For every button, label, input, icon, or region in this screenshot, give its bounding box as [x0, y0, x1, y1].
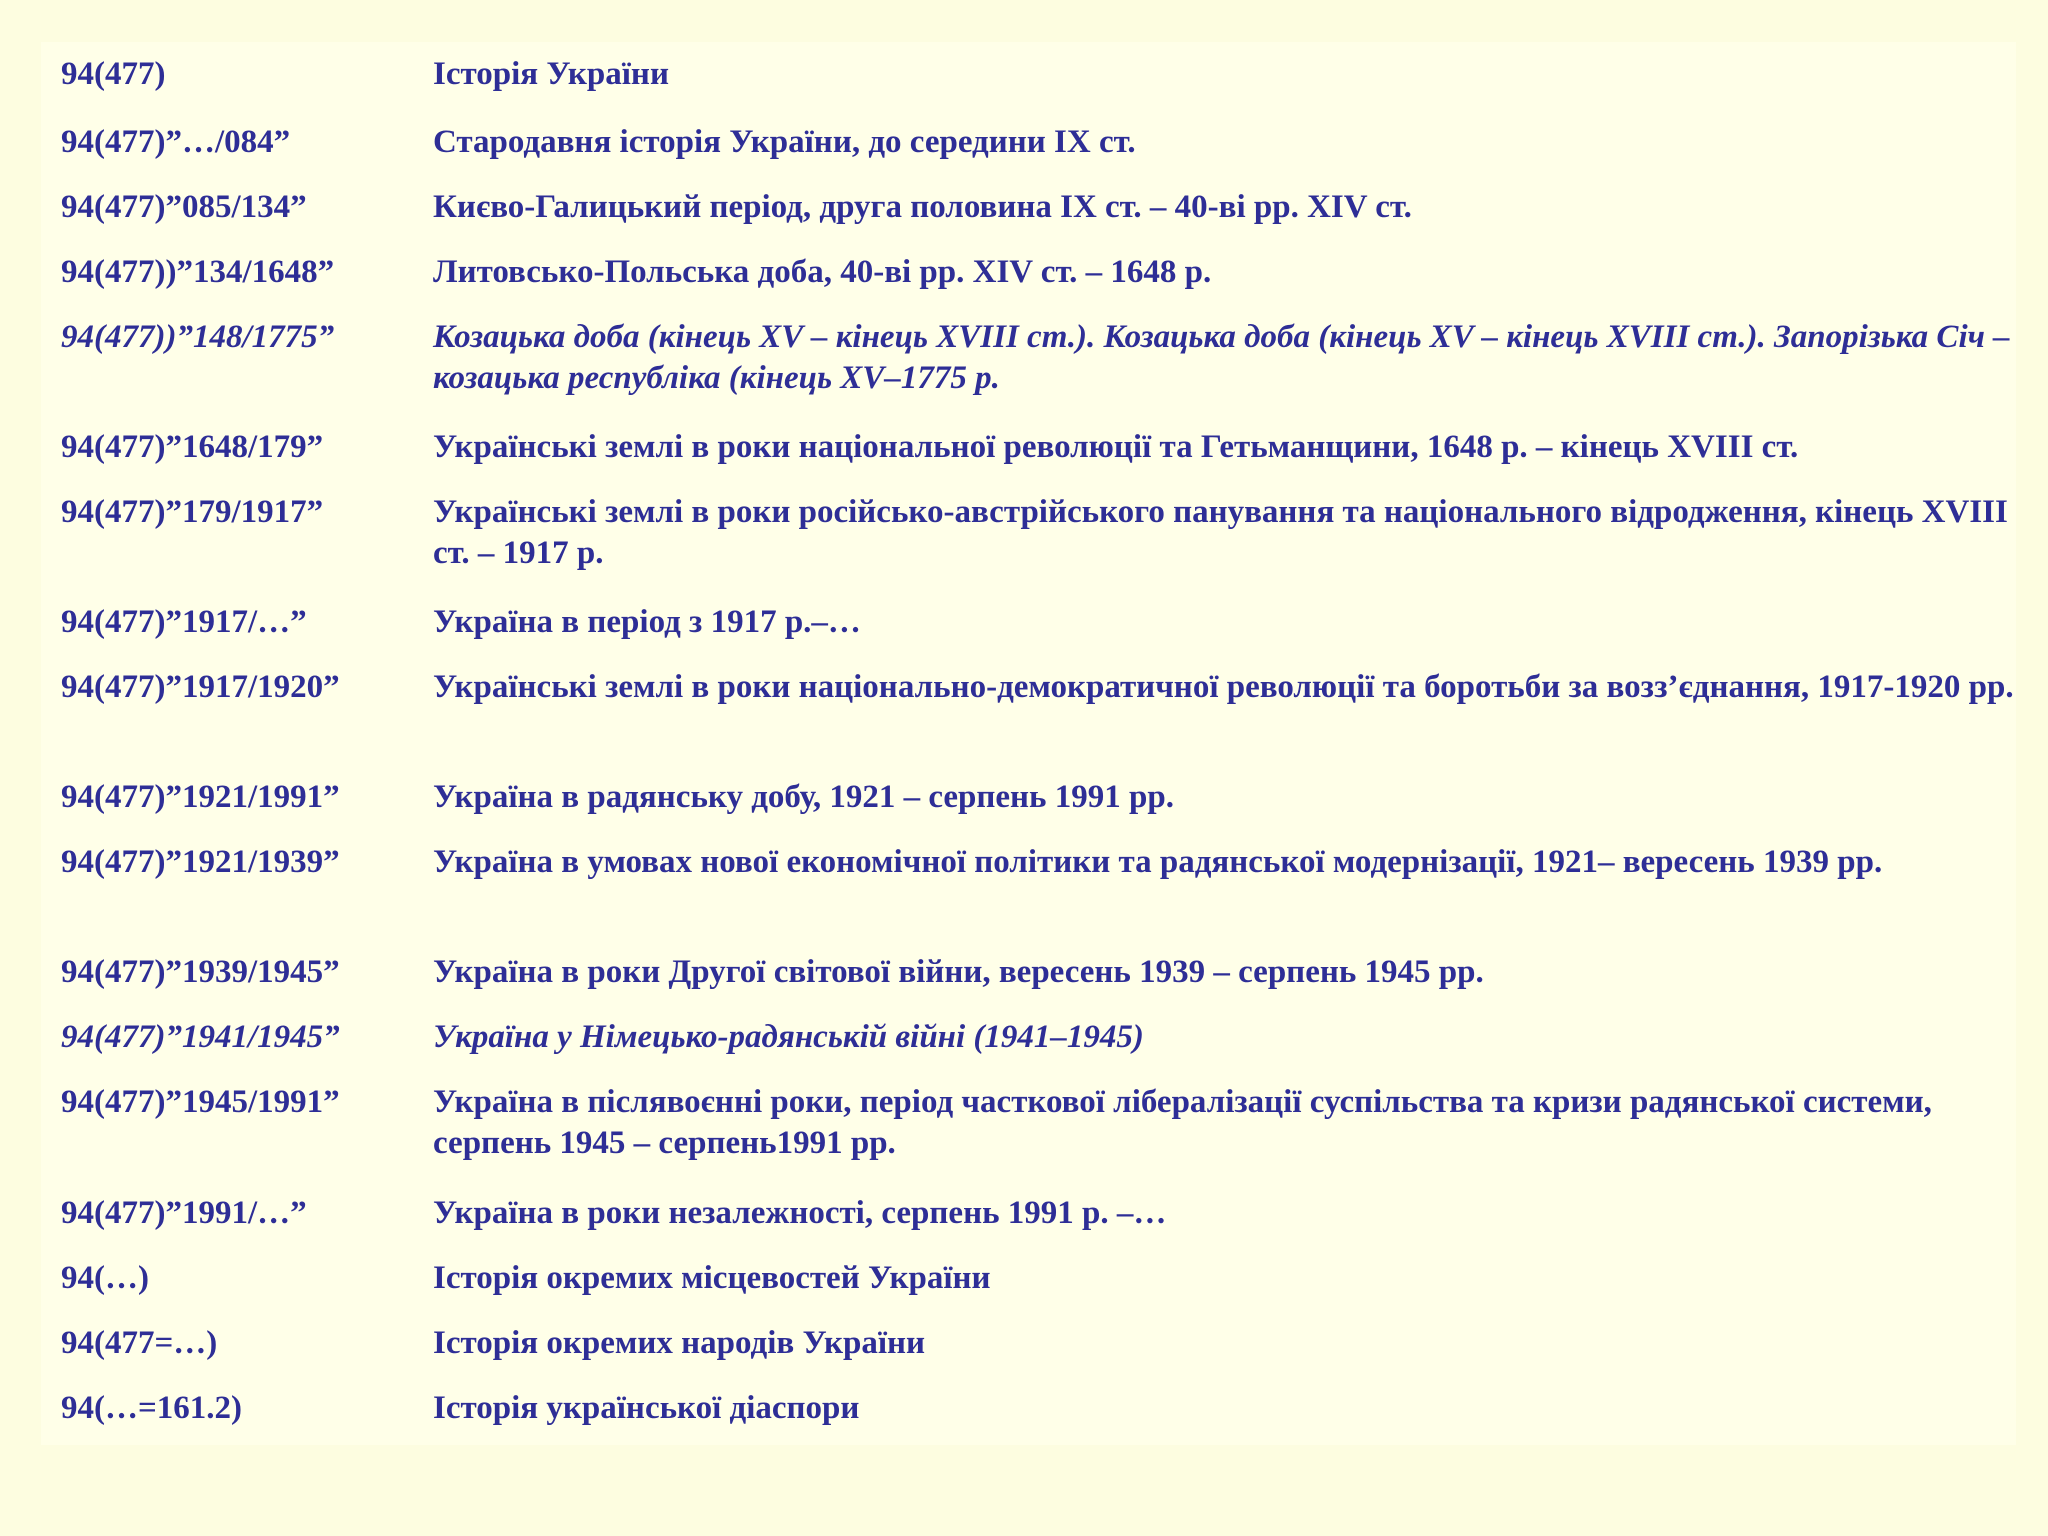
class-description: Україна в радянську добу, 1921 – серпень 1991 рр.	[433, 779, 1174, 815]
class-description: Литовсько-Польська доба, 40-ві рр. XIV ст. – 1648 р.	[433, 254, 1212, 290]
class-description: Україна в умовах нової економічної політики та радянської модернізації, 1921– вересень 1939 рр.	[433, 844, 1883, 880]
class-code: 94(477)”1921/1991”	[61, 779, 340, 815]
class-description: Історія України	[433, 56, 669, 92]
class-code: 94(477)”1917/…”	[61, 604, 307, 640]
class-description: Україна в післявоєнні роки, період часткової лібералізації суспільства та кризи радянської системи, серпень 1945 – серпень1991 рр.	[433, 1084, 1932, 1161]
class-code: 94(477)”1939/1945”	[61, 954, 340, 990]
class-description: Україна в роки Другої світової війни, вересень 1939 – серпень 1945 рр.	[433, 954, 1484, 990]
class-description: Історія української діаспори	[433, 1390, 860, 1426]
class-code: 94(477)”1991/…”	[61, 1195, 307, 1231]
class-code: 94(477)	[61, 56, 166, 92]
class-code: 94(477))”148/1775”	[61, 319, 335, 355]
class-code: 94(477)”1921/1939”	[61, 844, 340, 880]
class-code: 94(477)”085/134”	[61, 189, 307, 225]
class-description: Історія окремих народів України	[433, 1325, 926, 1361]
class-code: 94(477)”…/084”	[61, 124, 291, 160]
class-description: Козацька доба (кінець XV – кінець XVIII ст.). Козацька доба (кінець XV – кінець XVIII ст.). Запорізька Січ – козацька республіка (кінець XV–1775 р.	[433, 319, 2010, 396]
class-description: Українські землі в роки національно-демократичної революції та боротьби за возз’єднання, 1917-1920 рр.	[433, 669, 2014, 705]
class-description: Історія окремих місцевостей України	[433, 1260, 991, 1296]
class-description: Україна у Німецько-радянській війні (1941–1945)	[433, 1019, 1144, 1055]
class-code: 94(477=…)	[61, 1325, 218, 1361]
class-code: 94(477)”1648/179”	[61, 429, 324, 465]
class-code: 94(477))”134/1648”	[61, 254, 335, 290]
class-code: 94(477)”179/1917”	[61, 494, 324, 530]
class-description: Києво-Галицький період, друга половина IX ст. – 40-ві рр. XIV ст.	[433, 189, 1412, 225]
classification-table	[41, 42, 2016, 1445]
class-description: Українські землі в роки національної революції та Гетьманщини, 1648 р. – кінець XVIII ст.	[433, 429, 1799, 465]
class-code: 94(477)”1941/1945”	[61, 1019, 340, 1055]
class-code: 94(477)”1917/1920”	[61, 669, 340, 705]
class-code: 94(…=161.2)	[61, 1390, 243, 1426]
class-description: Україна в роки незалежності, серпень 1991 р. –…	[433, 1195, 1167, 1231]
class-description: Україна в період з 1917 р.–…	[433, 604, 861, 640]
class-code: 94(477)”1945/1991”	[61, 1084, 340, 1120]
class-description: Стародавня історія України, до середини IX ст.	[433, 124, 1136, 160]
class-code: 94(…)	[61, 1260, 149, 1296]
class-description: Українські землі в роки російсько-австрійського панування та національного відродження, кінець XVIII ст. – 1917 р.	[433, 494, 2008, 571]
